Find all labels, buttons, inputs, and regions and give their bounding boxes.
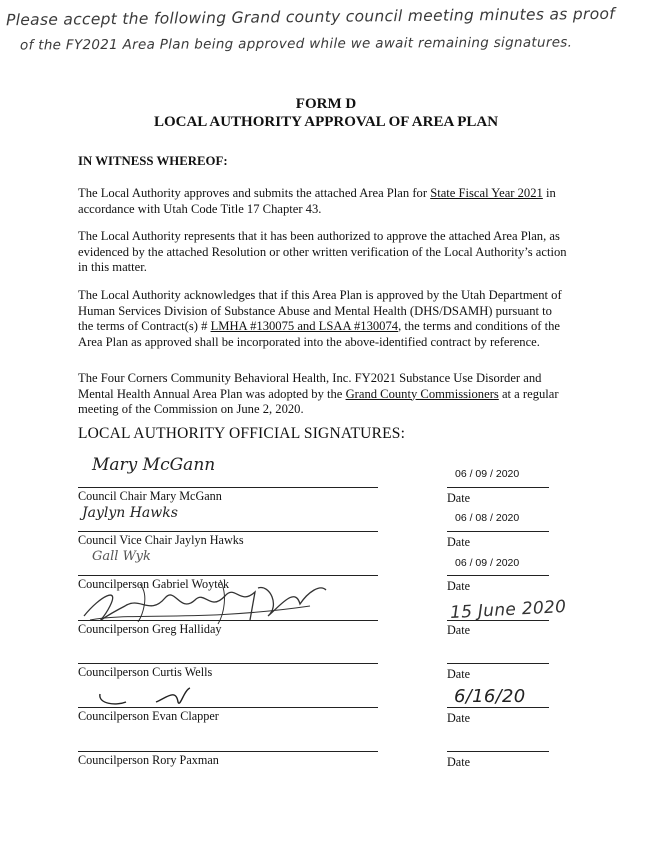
signer-label-1: Council Chair Mary McGann	[78, 489, 222, 503]
date-value-3: 06 / 09 / 2020	[455, 557, 520, 569]
signature-jaylyn-hawks: Jaylyn Hawks	[82, 505, 178, 521]
date-line-5	[447, 663, 549, 664]
paragraph-fiscal-year	[78, 186, 568, 217]
handwritten-note-line-1: Please accept the following Grand county council meeting minutes as proof	[5, 4, 616, 30]
p1-text-before: The Local Authority approves and submits the attached Area Plan for	[78, 186, 431, 200]
signature-line-2	[78, 531, 378, 532]
date-value-1: 06 / 09 / 2020	[455, 468, 520, 480]
signature-line-6	[78, 707, 378, 708]
paragraph-adoption	[78, 371, 568, 418]
witness-heading: IN WITNESS WHEREOF:	[78, 154, 228, 168]
fiscal-year-link[interactable]: State Fiscal Year 2021	[430, 186, 543, 200]
date-line-1	[447, 487, 549, 488]
signer-label-5: Councilperson Curtis Wells	[78, 665, 213, 679]
date-value-6: 6/16/20	[454, 686, 526, 707]
date-label-2: Date	[447, 535, 471, 549]
commissioners-link[interactable]: Grand County Commissioners	[345, 386, 499, 401]
p4-text-before: The Four Corners Community Behavioral Health, Inc. FY2021 Substance Use Disorder and Mental Health Annual Area Plan was adopted by the	[78, 371, 542, 401]
date-line-4	[447, 620, 549, 621]
signer-label-6: Councilperson Evan Clapper	[78, 709, 219, 723]
form-subtitle: LOCAL AUTHORITY APPROVAL OF AREA PLAN	[153, 114, 499, 130]
signer-label-4: Councilperson Greg Halliday	[78, 622, 222, 636]
signature-gabriel-woytek: Gall Wyk	[92, 549, 151, 564]
p3-text-after: , the terms and conditions of the Area Plan as approved shall be incorporated into the above-identified contract by reference.	[78, 319, 561, 349]
date-label-1: Date	[447, 491, 471, 505]
paragraph-authorization: The Local Authority represents that it has been authorized to approve the attached Area Plan, as evidenced by the attached Resolution or other written verification of the Local Authority’s action in this matter.	[78, 229, 567, 274]
signature-line-4	[78, 620, 378, 621]
date-line-6	[447, 707, 549, 708]
signature-line-5	[78, 663, 378, 664]
date-label-5: Date	[447, 667, 471, 681]
p3-text-before: The Local Authority acknowledges that if this Area Plan is approved by the Utah Department of Human Services Division of Substance Abuse and Mental Health (DHS/DSAMH) pursuant to the terms of Contract(s) #	[78, 288, 562, 333]
signature-line-7	[78, 751, 378, 752]
signatures-heading: LOCAL AUTHORITY OFFICIAL SIGNATURES:	[78, 425, 406, 442]
p4-text-after: at a regular meeting of the Commission on June 2, 2020.	[78, 386, 559, 416]
handwritten-note-line-2: of the FY2021 Area Plan being approved while we await remaining signatures.	[19, 34, 573, 54]
signer-label-3: Councilperson Gabriel Woytek	[78, 577, 230, 591]
signature-mary-mcgann: Mary McGann	[92, 455, 216, 475]
date-line-2	[447, 531, 549, 532]
signer-label-7: Councilperson Rory Paxman	[78, 753, 219, 767]
date-label-4: Date	[447, 623, 471, 637]
form-title: FORM D	[295, 96, 357, 112]
date-label-6: Date	[447, 711, 471, 725]
date-label-3: Date	[447, 579, 471, 593]
date-line-7	[447, 751, 549, 752]
date-label-7: Date	[447, 755, 471, 769]
date-value-2: 06 / 08 / 2020	[455, 512, 520, 524]
paragraph-acknowledgement	[78, 288, 568, 350]
contract-numbers-link[interactable]: LMHA #130075 and LSAA #130074	[210, 319, 399, 333]
p1-text-after: in accordance with Utah Code Title 17 Chapter 43.	[78, 186, 556, 216]
signature-line-1	[78, 487, 378, 488]
signer-label-2: Council Vice Chair Jaylyn Hawks	[78, 533, 244, 547]
date-line-3	[447, 575, 549, 576]
date-value-4: 15 June 2020	[449, 596, 567, 624]
